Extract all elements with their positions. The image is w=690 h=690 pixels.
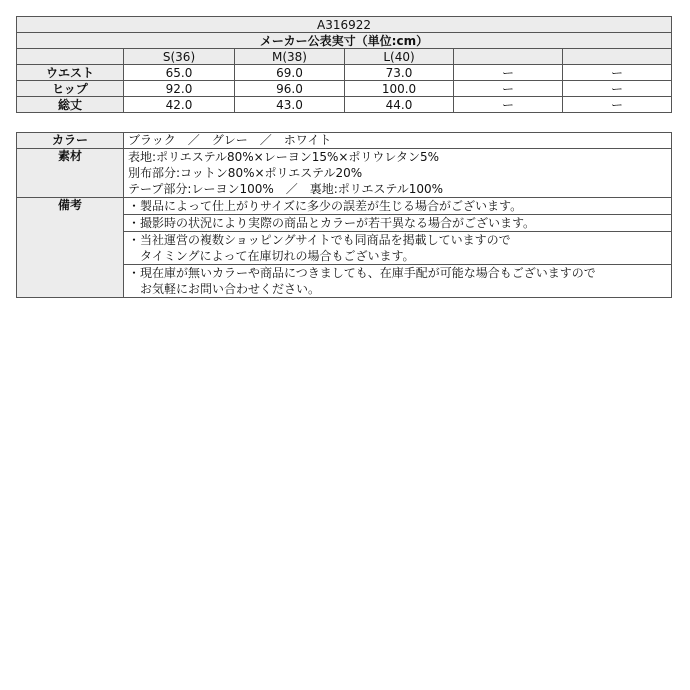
table-cell: 43.0 (235, 97, 345, 113)
table-cell: 92.0 (124, 81, 235, 97)
size-table (16, 16, 672, 113)
note-line: タイミングによって在庫切れの場合もございます。 (128, 249, 415, 263)
table-cell: 65.0 (124, 65, 235, 81)
size-table-subtitle: メーカー公表実寸（単位:cm） (17, 33, 672, 49)
table-cell: ー (563, 97, 672, 113)
material-value (124, 149, 672, 198)
row-label: ウエスト (17, 65, 124, 81)
note-item (124, 265, 671, 297)
material-label: 素材 (17, 149, 124, 198)
column-header (17, 49, 124, 65)
table-cell: ー (454, 81, 563, 97)
table-row (17, 81, 672, 97)
product-info-table (16, 132, 672, 298)
note-line: ・現在庫が無いカラーや商品につきましても、在庫手配が可能な場合もございますので (128, 266, 596, 280)
color-row (17, 133, 672, 149)
table-cell: 73.0 (345, 65, 454, 81)
notes-label: 備考 (17, 198, 124, 298)
note-item (124, 215, 671, 232)
note-line: ・撮影時の状況により実際の商品とカラーが若干異なる場合がございます。 (128, 216, 536, 230)
table-row (17, 97, 672, 113)
column-header: L(40) (345, 49, 454, 65)
material-line: 別布部分:コットン80%×ポリエステル20% (128, 166, 363, 180)
table-row (17, 65, 672, 81)
row-label: 総丈 (17, 97, 124, 113)
column-header: S(36) (124, 49, 235, 65)
color-value: ブラック ／ グレー ／ ホワイト (124, 133, 672, 149)
note-item (124, 232, 671, 265)
material-line: テープ部分:レーヨン100% ／ 裏地:ポリエステル100% (128, 182, 444, 196)
material-row (17, 149, 672, 198)
table-cell: 69.0 (235, 65, 345, 81)
color-label: カラー (17, 133, 124, 149)
table-cell: 96.0 (235, 81, 345, 97)
material-line: 表地:ポリエステル80%×レーヨン15%×ポリウレタン5% (128, 150, 439, 164)
column-header: M(38) (235, 49, 345, 65)
column-header (454, 49, 563, 65)
table-cell: ー (563, 65, 672, 81)
table-cell: ー (454, 97, 563, 113)
table-cell: ー (454, 65, 563, 81)
table-cell: 44.0 (345, 97, 454, 113)
product-code: A316922 (17, 17, 672, 33)
note-item (124, 198, 671, 215)
column-header (563, 49, 672, 65)
note-line: ・製品によって仕上がりサイズに多少の誤差が生じる場合がございます。 (128, 199, 523, 213)
table-cell: 42.0 (124, 97, 235, 113)
note-line: ・当社運営の複数ショッピングサイトでも同商品を掲載していますので (128, 233, 511, 247)
table-cell: ー (563, 81, 672, 97)
table-cell: 100.0 (345, 81, 454, 97)
notes-value (124, 198, 672, 298)
notes-row (17, 198, 672, 298)
row-label: ヒップ (17, 81, 124, 97)
note-line: お気軽にお問い合わせください。 (128, 282, 321, 296)
